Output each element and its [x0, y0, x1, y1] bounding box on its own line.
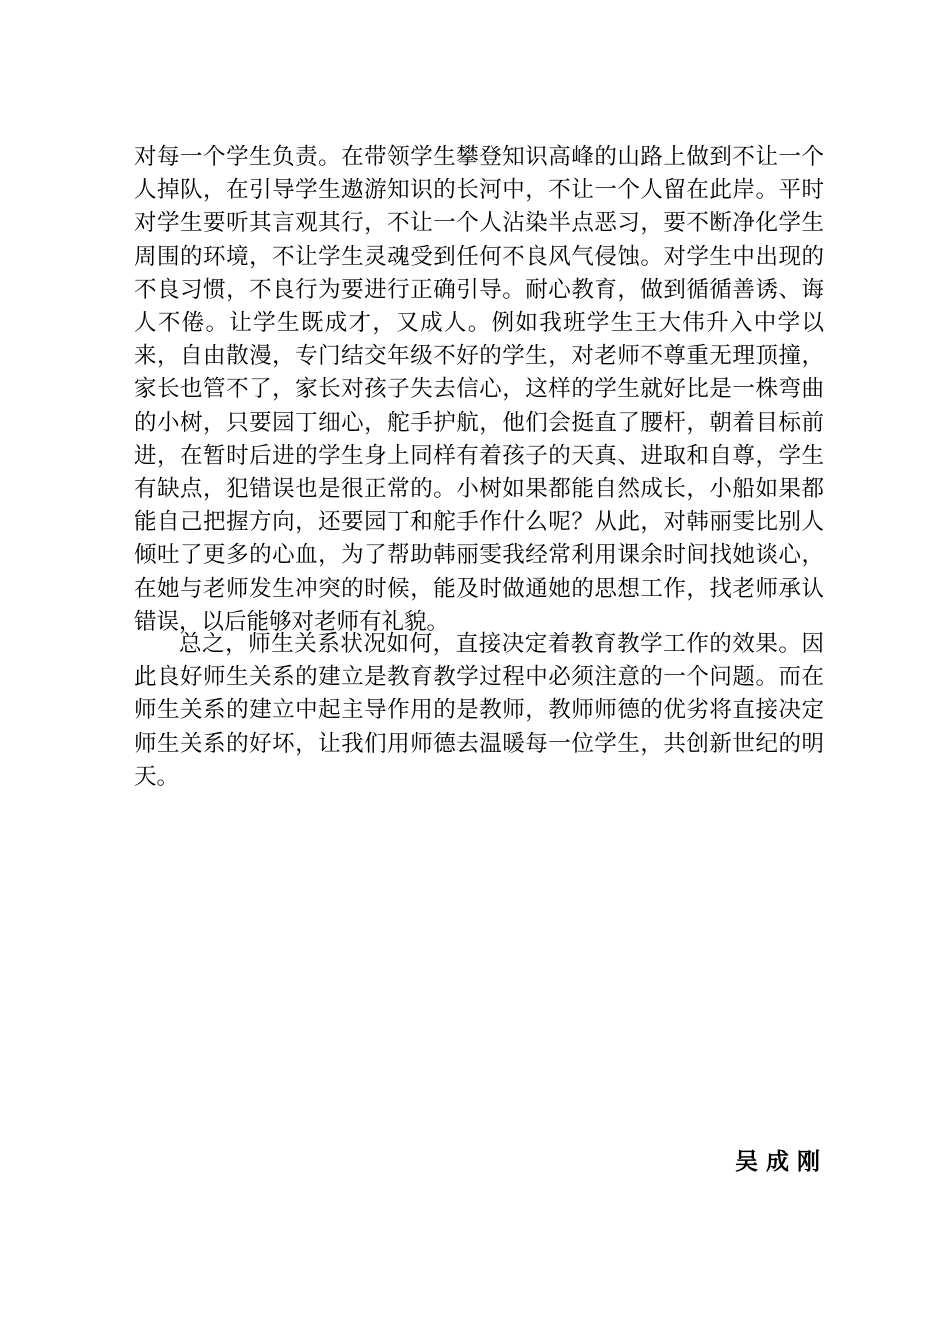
- author-signature: 吴 成 刚: [734, 1149, 820, 1175]
- body-paragraph-2: [134, 628, 824, 794]
- body-paragraph-1: [134, 141, 824, 639]
- paragraph-text: 对每一个学生负责。在带领学生攀登知识高峰的山路上做到不让一个人掉队，在引导学生遨游知识的长河中，不让一个人留在此岸。平时对学生要听其言观其行，不让一个人沾染半点恶习，要不断净化学生周围的环境，不让学生灵魂受到任何不良风气侵蚀。对学生中出现的不良习惯，不良行为要进行正确引导。耐心教育，做到循循善诱、诲人不倦。让学生既成才，又成人。例如我班学生王大伟升入中学以来，自由散漫，专门结交年级不好的学生，对老师不尊重无理顶撞，家长也管不了，家长对孩子失去信心，这样的学生就好比是一株弯曲的小树，只要园丁细心，舵手护航，他们会挺直了腰杆，朝着目标前进，在暂时后进的学生身上同样有着孩子的天真、进取和自尊，学生有缺点，犯错误也是很正常的。小树如果都能自然成长，小船如果都能自己把握方向，还要园丁和舵手作什么呢？从此，对韩丽雯比别人倾吐了更多的心血，为了帮助韩丽雯我经常利用课余时间找她谈心，在她与老师发生冲突的时候，能及时做通她的思想工作，找老师承认错误，以后能够对老师有礼貌。: [134, 144, 824, 635]
- paragraph-text: 总之，师生关系状况如何，直接决定着教育教学工作的效果。因此良好师生关系的建立是教育教学过程中必须注意的一个问题。而在师生关系的建立中起主导作用的是教师，教师师德的优劣将直接决定师生关系的好坏，让我们用师德去温暖每一位学生，共创新世纪的明天。: [134, 631, 824, 790]
